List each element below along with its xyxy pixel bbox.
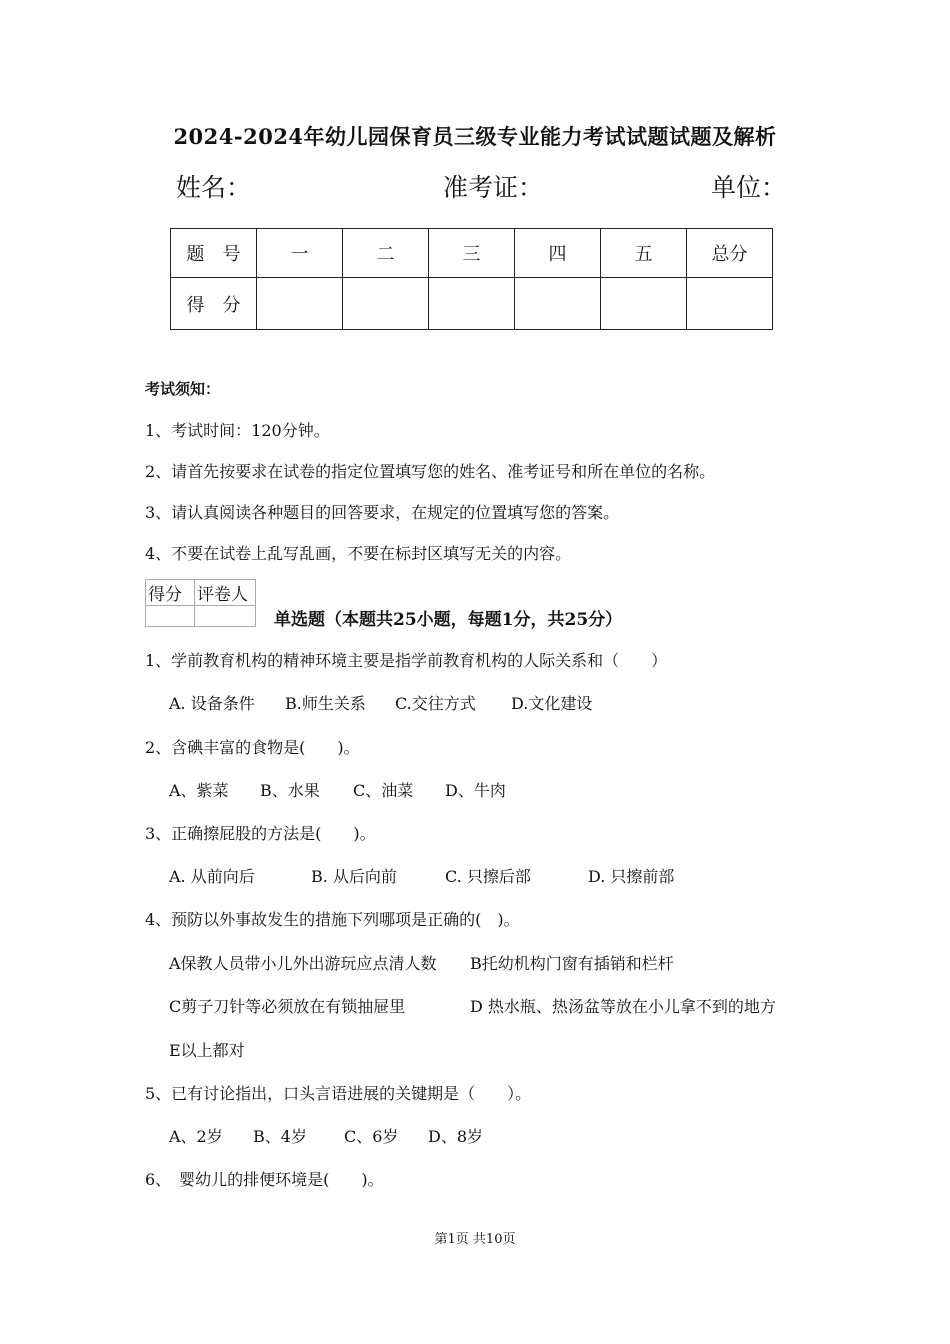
notice-item: 2、请首先按要求在试卷的指定位置填写您的姓名、准考证号和所在单位的名称。 [145,462,716,481]
notice-item: 1、考试时间：120分钟。 [145,421,330,440]
score-header-cell: 总分 [687,229,773,278]
grader-reviewer-cell[interactable] [195,606,256,627]
score-cell[interactable] [257,278,343,330]
name-field-label: 姓名： [176,173,252,202]
score-header-cell: 二 [343,229,429,278]
grader-score-cell[interactable] [146,606,195,627]
page-title: 2024-2024年幼儿园保育员三级专业能力考试试题试题及解析 [173,124,777,149]
answer-option[interactable]: D. 只擦前部 [588,867,675,886]
page-footer: 第1页 共10页 [434,1232,516,1247]
answer-option[interactable]: A、2岁 [169,1127,223,1146]
answer-option[interactable]: C、6岁 [344,1127,399,1146]
score-header-cell: 题 号 [171,229,257,278]
score-cell[interactable] [343,278,429,330]
score-table [170,228,773,330]
answer-option[interactable]: A. 设备条件 [169,694,255,713]
notice-item: 3、请认真阅读各种题目的回答要求，在规定的位置填写您的答案。 [145,503,620,522]
score-header-cell: 四 [515,229,601,278]
question-stem: 5、已有讨论指出，口头言语进展的关键期是（ ）。 [145,1084,532,1103]
score-cell[interactable] [429,278,515,330]
grader-score-label: 得分 [146,580,195,606]
score-table-header-row [171,229,773,278]
answer-option[interactable]: A. 从前向后 [169,867,255,886]
answer-option[interactable]: D、牛肉 [445,781,506,800]
answer-option[interactable]: B、水果 [260,781,320,800]
answer-option[interactable]: A、紫菜 [169,781,229,800]
score-header-cell: 五 [601,229,687,278]
notice-item: 4、不要在试卷上乱写乱画，不要在标封区填写无关的内容。 [145,544,572,563]
question-stem: 6、 婴幼儿的排便环境是( )。 [145,1170,384,1189]
exam-number-field-label: 准考证： [443,173,544,202]
question-stem: 3、正确擦屁股的方法是( )。 [145,824,376,843]
question-stem: 4、预防以外事故发生的措施下列哪项是正确的( )。 [145,910,520,929]
score-row-label: 得 分 [171,278,257,330]
answer-option[interactable]: A保教人员带小儿外出游玩应点清人数 [169,954,437,973]
grader-box [145,579,256,627]
answer-option[interactable]: D 热水瓶、热汤盆等放在小儿拿不到的地方 [470,997,776,1016]
grader-reviewer-label: 评卷人 [195,580,256,606]
score-cell[interactable] [515,278,601,330]
answer-option[interactable]: C.交往方式 [395,694,476,713]
question-stem: 2、含碘丰富的食物是( )。 [145,738,360,757]
unit-field-label: 单位： [711,173,787,202]
section-heading: 单选题（本题共25小题，每题1分，共25分） [274,610,623,630]
answer-option[interactable]: C. 只擦后部 [445,867,531,886]
answer-option[interactable]: B、4岁 [253,1127,307,1146]
answer-option[interactable]: B托幼机构门窗有插销和栏杆 [470,954,674,973]
question-stem: 1、学前教育机构的精神环境主要是指学前教育机构的人际关系和（ ） [145,651,668,670]
answer-option[interactable]: D.文化建设 [511,694,593,713]
answer-option[interactable]: E以上都对 [169,1041,245,1060]
answer-option[interactable]: C剪子刀针等必须放在有锁抽屉里 [169,997,406,1016]
score-cell[interactable] [601,278,687,330]
notice-heading: 考试须知： [145,380,221,398]
answer-option[interactable]: C、油菜 [353,781,414,800]
answer-option[interactable]: B.师生关系 [285,694,366,713]
score-table-score-row [171,278,773,330]
score-header-cell: 一 [257,229,343,278]
score-header-cell: 三 [429,229,515,278]
score-cell[interactable] [687,278,773,330]
answer-option[interactable]: D、8岁 [428,1127,484,1146]
answer-option[interactable]: B. 从后向前 [311,867,397,886]
